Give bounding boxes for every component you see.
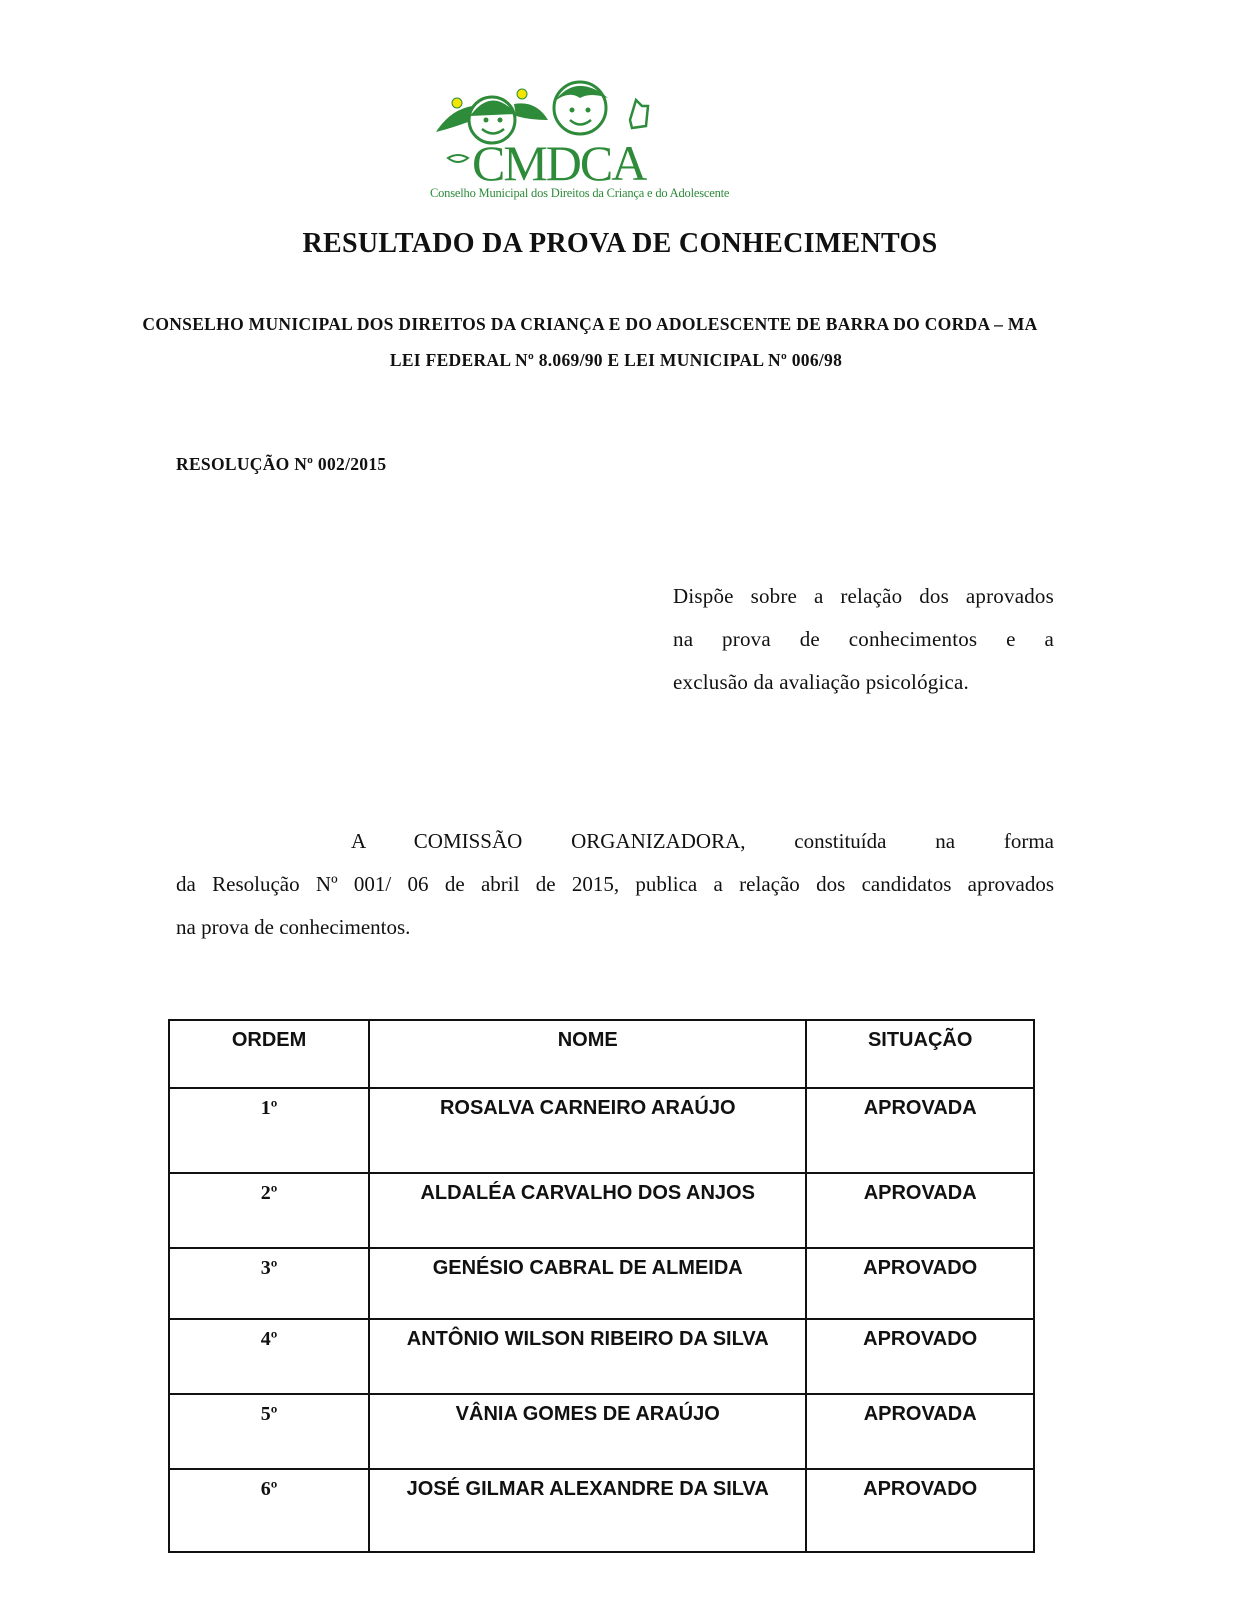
boy-face-icon [554, 82, 648, 134]
table-row [169, 1394, 1034, 1469]
cell-situacao: APROVADO [806, 1469, 1034, 1552]
page-title: RESULTADO DA PROVA DE CONHECIMENTOS [302, 228, 938, 259]
logo-caption: Conselho Municipal dos Direitos da Criança e do Adolescente [430, 186, 730, 200]
cell-nome: ALDALÉA CARVALHO DOS ANJOS [369, 1173, 806, 1248]
cell-ordem: 1º [169, 1088, 369, 1173]
header-ordem: ORDEM [169, 1020, 369, 1088]
resolution-summary [673, 575, 1054, 704]
cell-nome: VÂNIA GOMES DE ARAÚJO [369, 1394, 806, 1469]
body-line: na prova de conhecimentos. [176, 915, 411, 939]
logo-text: CMDCA [472, 135, 646, 191]
cell-ordem: 5º [169, 1394, 369, 1469]
cell-situacao: APROVADA [806, 1088, 1034, 1173]
cell-ordem: 6º [169, 1469, 369, 1552]
header-nome: NOME [369, 1020, 806, 1088]
header-situacao: SITUAÇÃO [806, 1020, 1034, 1088]
cell-ordem: 4º [169, 1319, 369, 1394]
body-paragraph [176, 820, 1054, 949]
summary-line: na prova de conhecimentos e a [673, 627, 1054, 651]
cell-situacao: APROVADO [806, 1319, 1034, 1394]
cell-situacao: APROVADO [806, 1248, 1034, 1319]
body-line: da Resolução Nº 001/ 06 de abril de 2015, publica a relação dos candidatos aprovados [176, 872, 1054, 896]
body-line: A COMISSÃO ORGANIZADORA, constituída na forma [351, 829, 1054, 853]
table-row [169, 1469, 1034, 1552]
cmdca-logo [430, 76, 730, 204]
table-row [169, 1248, 1034, 1319]
cell-situacao: APROVADA [806, 1394, 1034, 1469]
summary-line: exclusão da avaliação psicológica. [673, 670, 970, 694]
cell-nome: ANTÔNIO WILSON RIBEIRO DA SILVA [369, 1319, 806, 1394]
summary-line: Dispõe sobre a relação dos aprovados [673, 584, 1054, 608]
results-table [168, 1019, 1035, 1553]
table-row [169, 1173, 1034, 1248]
cell-nome: ROSALVA CARNEIRO ARAÚJO [369, 1088, 806, 1173]
table-header-row [169, 1020, 1034, 1088]
cell-nome: GENÉSIO CABRAL DE ALMEIDA [369, 1248, 806, 1319]
table-row [169, 1319, 1034, 1394]
resolution-number: RESOLUÇÃO Nº 002/2015 [176, 454, 387, 474]
law-reference: LEI FEDERAL Nº 8.069/90 E LEI MUNICIPAL Nº 006/98 [389, 350, 843, 370]
cell-nome: JOSÉ GILMAR ALEXANDRE DA SILVA [369, 1469, 806, 1552]
council-name: CONSELHO MUNICIPAL DOS DIREITOS DA CRIANÇA E DO ADOLESCENTE DE BARRA DO CORDA – MA [142, 314, 1038, 334]
cell-ordem: 3º [169, 1248, 369, 1319]
table-row [169, 1088, 1034, 1173]
cell-situacao: APROVADA [806, 1173, 1034, 1248]
cell-ordem: 2º [169, 1173, 369, 1248]
